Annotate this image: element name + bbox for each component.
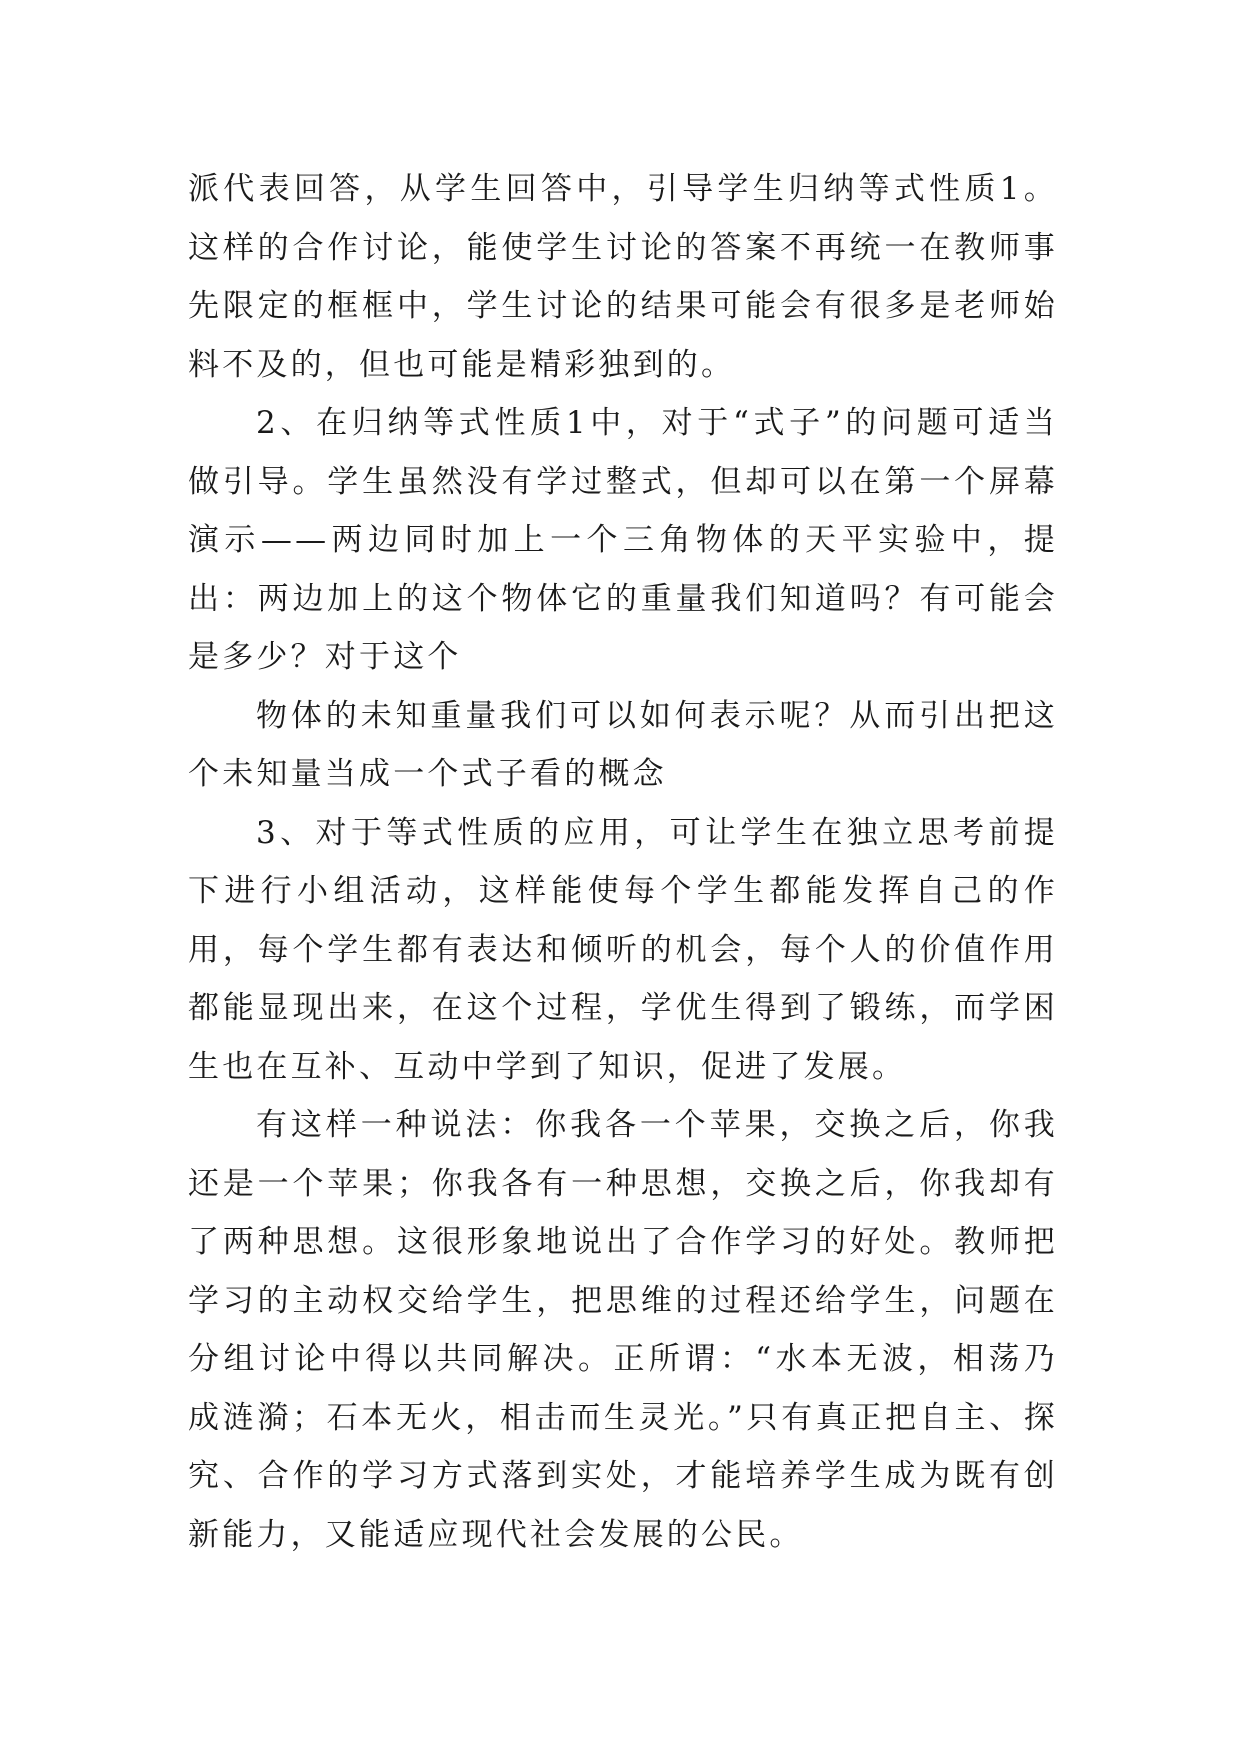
paragraph-3: 物体的未知重量我们可以如何表示呢？从而引出把这个未知量当成一个式子看的概念: [188, 697, 1058, 792]
paragraph-2: 2、在归纳等式性质1中，对于“式子”的问题可适当做引导。学生虽然没有学过整式，但却可以在第一个屏幕演示——两边同时加上一个三角物体的天平实验中，提出：两边加上的这个物体它的重量我们知道吗？有可能会是多少？对于这个: [188, 405, 1058, 675]
paragraph-5: 有这样一种说法：你我各一个苹果，交换之后，你我还是一个苹果；你我各有一种思想，交换之后，你我却有了两种思想。这很形象地说出了合作学习的好处。教师把学习的主动权交给学生，把思维的过程还给学生，问题在分组讨论中得以共同解决。正所谓：“水本无波，相荡乃成涟漪；石本无火，相击而生灵光。”只有真正把自主、探究、合作的学习方式落到实处，才能培养学生成为既有创新能力，又能适应现代社会发展的公民。: [188, 1107, 1058, 1553]
paragraph-4: 3、对于等式性质的应用，可让学生在独立思考前提下进行小组活动，这样能使每个学生都能发挥自己的作用，每个学生都有表达和倾听的机会，每个人的价值作用都能显现出来，在这个过程，学优生得到了锻练，而学困生也在互补、互动中学到了知识，促进了发展。: [188, 814, 1058, 1085]
document-body: [188, 160, 1058, 1564]
paragraph-1: 派代表回答，从学生回答中，引导学生归纳等式性质1。这样的合作讨论，能使学生讨论的答案不再统一在教师事先限定的框框中，学生讨论的结果可能会有很多是老师始料不及的，但也可能是精彩独到的。: [188, 171, 1058, 383]
